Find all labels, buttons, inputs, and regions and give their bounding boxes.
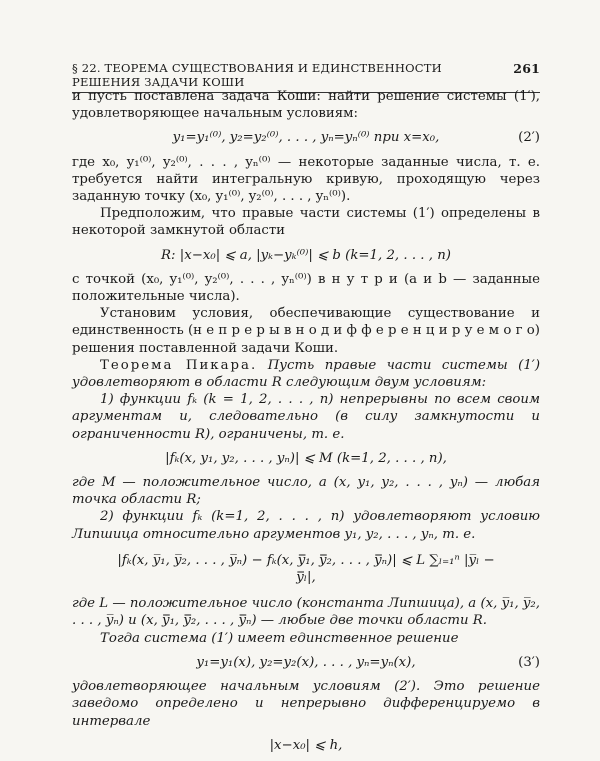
equation-region-r: R: |x−x₀| ⩽ a, |yₖ−yₖ⁽⁰⁾| ⩽ b (k=1, 2, . . . , n) bbox=[161, 247, 451, 263]
theorem-paragraph bbox=[72, 357, 540, 391]
equation-interval: |x−x₀| ⩽ h, bbox=[269, 737, 343, 753]
paragraph-6: где M — положительное число, а (x, y₁, y₂, . . . , yₙ) — любая точка области R; bbox=[72, 475, 540, 508]
equation-2-number: (2′) bbox=[518, 130, 540, 146]
equation-3-number: (3′) bbox=[518, 654, 540, 670]
paragraph-3: Предположим, что правые части системы (1′) определены в некоторой замкнутой области bbox=[72, 206, 540, 239]
section-title: § 22. ТЕОРЕМА СУЩЕСТВОВАНИЯ И ЕДИНСТВЕННОСТИ РЕШЕНИЯ ЗАДАЧИ КОШИ bbox=[72, 61, 442, 89]
condition-2: 2) функции fₖ (k=1, 2, . . . , n) удовлетворяют условию Липшица относительно аргументов y₁, y₂, . . . , yₙ, т. е. bbox=[72, 509, 540, 542]
condition-1: 1) функции fₖ (k = 1, 2, . . . , n) непрерывны по всем своим аргументам и, следовательно (в силу замкнутости и ограниченности R), ограничены, т. е. bbox=[72, 392, 540, 442]
paragraph-2: где x₀, y₁⁽⁰⁾, y₂⁽⁰⁾, . . . , yₙ⁽⁰⁾ — некоторые заданные числа, т. е. требуется найти интегральную кривую, проходящую через заданную точку (x₀, y₁⁽⁰⁾, y₂⁽⁰⁾, . . . , yₙ⁽⁰⁾). bbox=[72, 154, 540, 205]
paragraph-5: Установим условия, обеспечивающие существование и единственность (н е п р е р ы в н о д и ф ф е р е н ц и р у е м о г о) решения поставленной задачи Коши. bbox=[72, 306, 540, 356]
equation-lipschitz: |fₖ(x, y̅₁, y̅₂, . . . , y̅ₙ) − fₖ(x, y̿₁, y̿₂, . . . , y̿ₙ)| ⩽ L ∑ₗ₌₁ⁿ |y̅ₗ − y̿ₗ|, bbox=[117, 552, 495, 586]
page-body bbox=[72, 88, 540, 761]
paragraph-7: где L — положительное число (константа Липшица), а (x, y̅₁, y̅₂, . . . , y̅ₙ) и (x, y̿₁, y̿₂, . . . , y̿ₙ) — любые две точки области R. bbox=[72, 596, 540, 629]
paragraph-4: с точкой (x₀, y₁⁽⁰⁾, y₂⁽⁰⁾, . . . , yₙ⁽⁰⁾) в н у т р и (a и b — заданные положительные числа). bbox=[72, 271, 540, 305]
paragraph-8: Тогда система (1′) имеет единственное решение bbox=[100, 630, 459, 646]
paragraph-9: удовлетворяющее начальным условиям (2′). Это решение заведомо определено и непрерывно дифференцируемо в интервале bbox=[72, 679, 540, 729]
paragraph-1: и пусть поставлена задача Коши: найти решение системы (1′), удовлетворяющее начальным условиям: bbox=[72, 89, 540, 122]
equation-2 bbox=[72, 129, 540, 146]
equation-3 bbox=[72, 654, 540, 671]
theorem-title: Теорема Пикара. bbox=[100, 357, 258, 373]
equation-3-text: y₁=y₁(x), y₂=y₂(x), . . . , yₙ=yₙ(x), bbox=[196, 654, 416, 670]
equation-2-text: y₁=y₁⁽⁰⁾, y₂=y₂⁽⁰⁾, . . . , yₙ=yₙ⁽⁰⁾ при x=x₀, bbox=[172, 130, 440, 146]
equation-bound-m: |fₖ(x, y₁, y₂, . . . , yₙ)| ⩽ M (k=1, 2, . . . , n), bbox=[165, 450, 447, 466]
page-number: 261 bbox=[513, 61, 540, 76]
theorem-text: Пусть правые части системы (1′) удовлетворяют в области R следующим двум условиям: bbox=[72, 357, 541, 391]
